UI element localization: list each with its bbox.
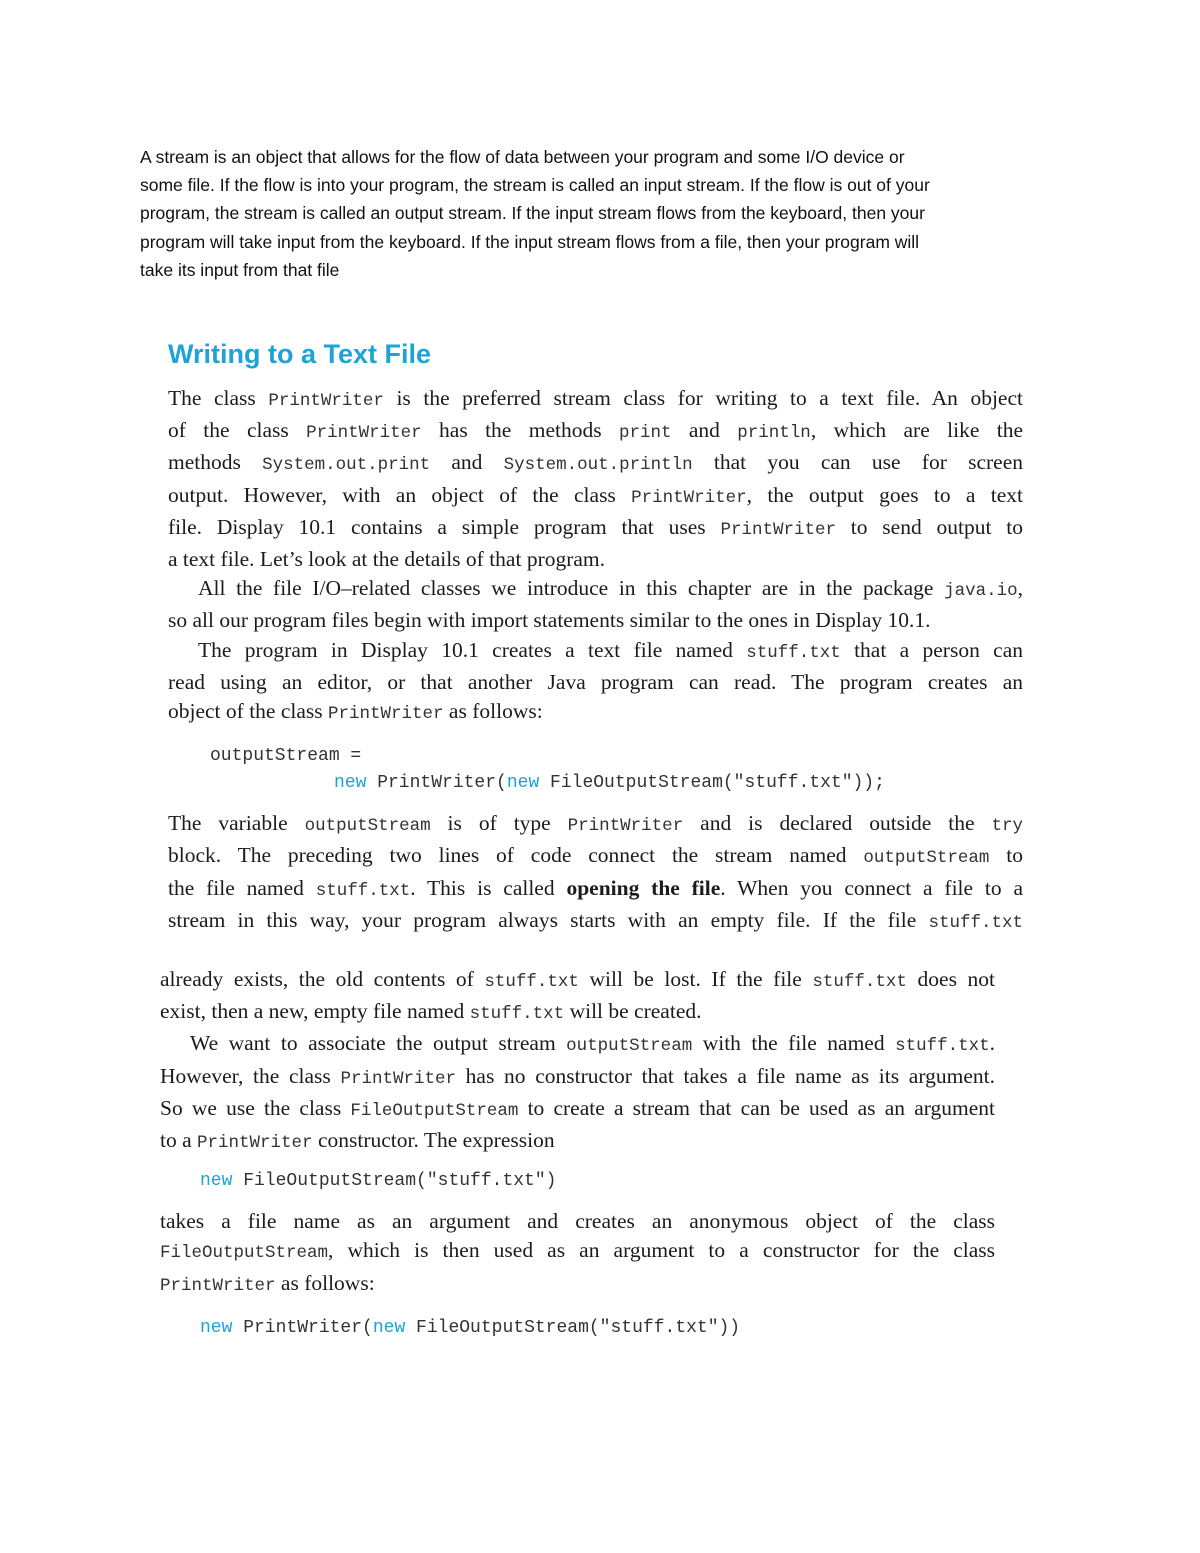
text-line: The class PrintWriter is the preferred stream class for writing to a text file. An object — [168, 386, 1023, 411]
text-line: block. The preceding two lines of code connect the stream named outputStream to — [168, 843, 1023, 869]
text-line: The program in Display 10.1 creates a text file named stuff.txt that a person can — [198, 637, 1023, 663]
text-line: read using an editor, or that another Java program can read. The program creates an — [168, 669, 1023, 694]
paragraph-associate-stream — [160, 1029, 995, 1158]
paragraph-java-io — [168, 574, 1023, 635]
intro-line: some file. If the flow is into your program, the stream is called an input stream. If the flow is out of your — [140, 175, 930, 196]
code-block-outputstream — [210, 743, 1023, 797]
text-line: the file named stuff.txt. This is called opening the file. When you connect a file to a — [168, 875, 1023, 901]
intro-paragraph — [140, 143, 1060, 284]
text-line: So we use the class FileOutputStream to create a stream that can be used as an argument — [160, 1095, 995, 1121]
section-heading: Writing to a Text File — [168, 339, 432, 369]
text-line: We want to associate the output stream outputStream with the file named stuff.txt. — [190, 1031, 995, 1057]
text-line: already exists, the old contents of stuff.txt will be lost. If the file stuff.txt does not — [160, 967, 995, 992]
code-line: new PrintWriter(new FileOutputStream("stuff.txt")); — [334, 773, 885, 794]
paragraph-anonymous-object — [160, 1207, 995, 1301]
text-line: FileOutputStream, which is then used as an argument to a constructor for the class — [160, 1238, 995, 1264]
text-line: so all our program files begin with import statements similar to the ones in Display 10.1. — [168, 608, 931, 633]
paragraph-variable-outputstream — [168, 809, 1023, 938]
text-line: methods System.out.print and System.out.println that you can use for screen — [168, 450, 1024, 476]
paragraph-printwriter-intro — [168, 384, 1023, 574]
book-excerpt-continuation — [160, 965, 995, 1342]
text-line: stream in this way, your program always starts with an empty file. If the file stuff.txt — [168, 907, 1023, 933]
intro-line: take its input from that file — [140, 259, 340, 280]
book-excerpt-writing-to-text-file — [168, 334, 1023, 938]
text-line: exist, then a new, empty file named stuff.txt will be created. — [160, 999, 702, 1025]
code-block-fileoutputstream: new FileOutputStream("stuff.txt") — [200, 1171, 557, 1192]
paragraph-already-exists — [160, 965, 995, 1029]
text-line: a text file. Let’s look at the details of that program. — [168, 547, 606, 572]
text-line: object of the class PrintWriter as follows: — [168, 699, 543, 725]
text-line: PrintWriter as follows: — [160, 1270, 375, 1296]
intro-line: program, the stream is called an output stream. If the input stream flows from the keyboard, then your — [140, 203, 925, 224]
text-line: takes a file name as an argument and creates an anonymous object of the class — [160, 1209, 995, 1234]
text-line: to a PrintWriter constructor. The expression — [160, 1128, 555, 1154]
code-block-new-printwriter: new PrintWriter(new FileOutputStream("stuff.txt")) — [200, 1317, 741, 1338]
intro-line: program will take input from the keyboard. If the input stream flows from a file, then your program will — [140, 231, 920, 252]
text-line: output. However, with an object of the class PrintWriter, the output goes to a text — [168, 482, 1023, 508]
paragraph-program-creates-file — [168, 636, 1023, 730]
text-line: of the class PrintWriter has the methods print and println, which are like the — [168, 418, 1024, 444]
intro-line: A stream is an object that allows for the flow of data between your program and some I/O device or — [140, 147, 905, 167]
text-line: All the file I/O–related classes we introduce in this chapter are in the package java.io, — [198, 576, 1023, 602]
code-line: outputStream = — [210, 746, 362, 767]
text-line: file. Display 10.1 contains a simple program that uses PrintWriter to send output to — [168, 514, 1024, 540]
text-line: However, the class PrintWriter has no constructor that takes a file name as its argument. — [160, 1063, 995, 1089]
text-line: The variable outputStream is of type PrintWriter and is declared outside the try — [168, 811, 1023, 837]
